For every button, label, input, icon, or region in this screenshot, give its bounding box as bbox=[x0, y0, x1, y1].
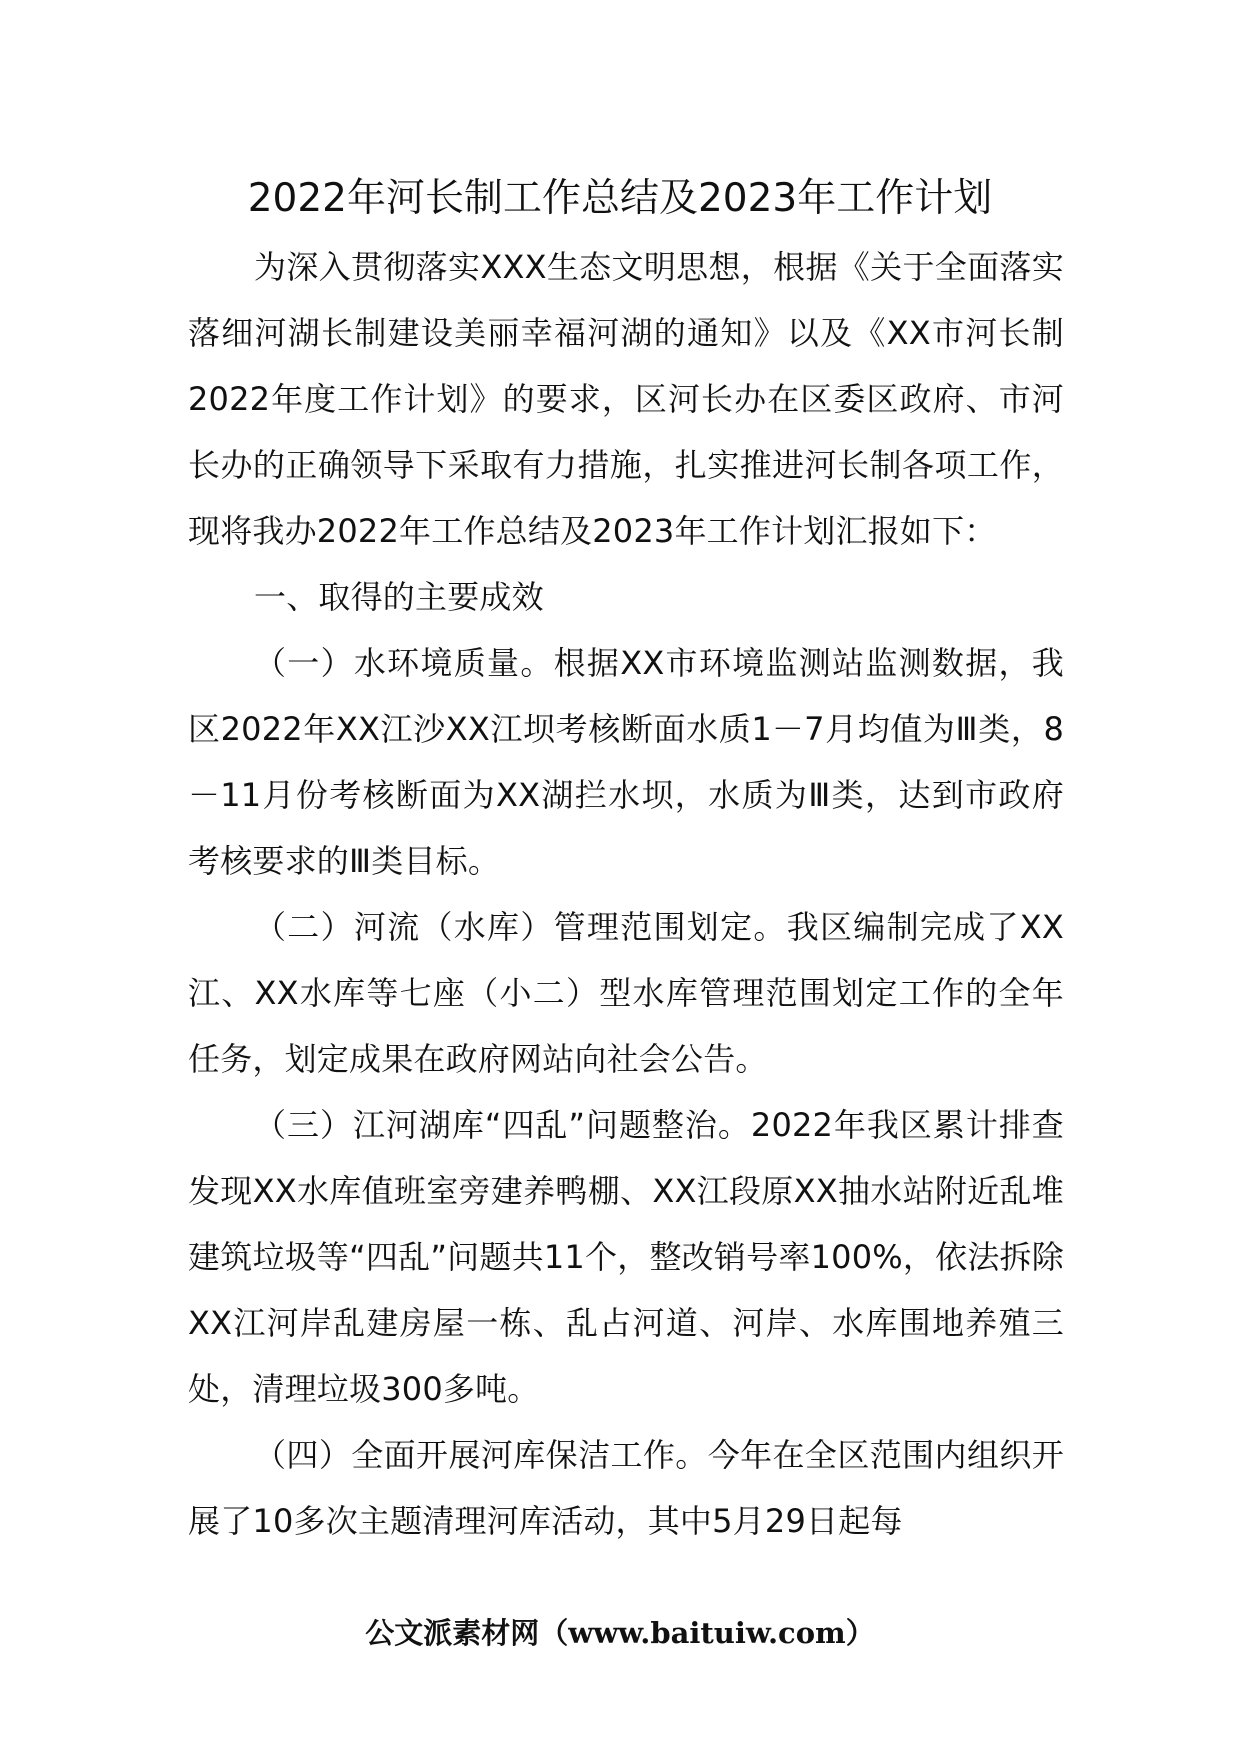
paragraph-four-chaos: （三）江河湖库“四乱”问题整治。2022年我区累计排查发现XX水库值班室旁建养鸭棚、XX江段原XX抽水站附近乱堆建筑垃圾等“四乱”问题共11个，整改销号率100%，依法拆除XX江河岸乱建房屋一栋、乱占河道、河岸、水库围地养殖三处，清理垃圾300多吨。 bbox=[188, 1106, 1064, 1408]
document-body bbox=[188, 234, 1064, 1554]
footer-watermark: 公文派素材网（www.baituiw.com） bbox=[365, 1616, 875, 1650]
section-heading: 一、取得的主要成效 bbox=[254, 578, 544, 616]
paragraph-boundary-demarcation: （二）河流（水库）管理范围划定。我区编制完成了XX江、XX水库等七座（小二）型水库管理范围划定工作的全年任务，划定成果在政府网站向社会公告。 bbox=[188, 908, 1064, 1078]
intro-paragraph: 为深入贯彻落实XXX生态文明思想，根据《关于全面落实落细河湖长制建设美丽幸福河湖的通知》以及《XX市河长制2022年度工作计划》的要求，区河长办在区委区政府、市河长办的正确领导下采取有力措施，扎实推进河长制各项工作，现将我办2022年工作总结及2023年工作计划汇报如下： bbox=[188, 248, 1064, 550]
paragraph-water-quality: （一）水环境质量。根据XX市环境监测站监测数据，我区2022年XX江沙XX江坝考核断面水质1－7月均值为Ⅲ类，8－11月份考核断面为XX湖拦水坝，水质为Ⅲ类，达到市政府考核要求的Ⅲ类目标。 bbox=[188, 644, 1064, 880]
paragraph-cleaning: （四）全面开展河库保洁工作。今年在全区范围内组织开展了10多次主题清理河库活动，其中5月29日起每 bbox=[188, 1436, 1064, 1540]
document-title: 2022年河长制工作总结及2023年工作计划 bbox=[247, 176, 993, 221]
